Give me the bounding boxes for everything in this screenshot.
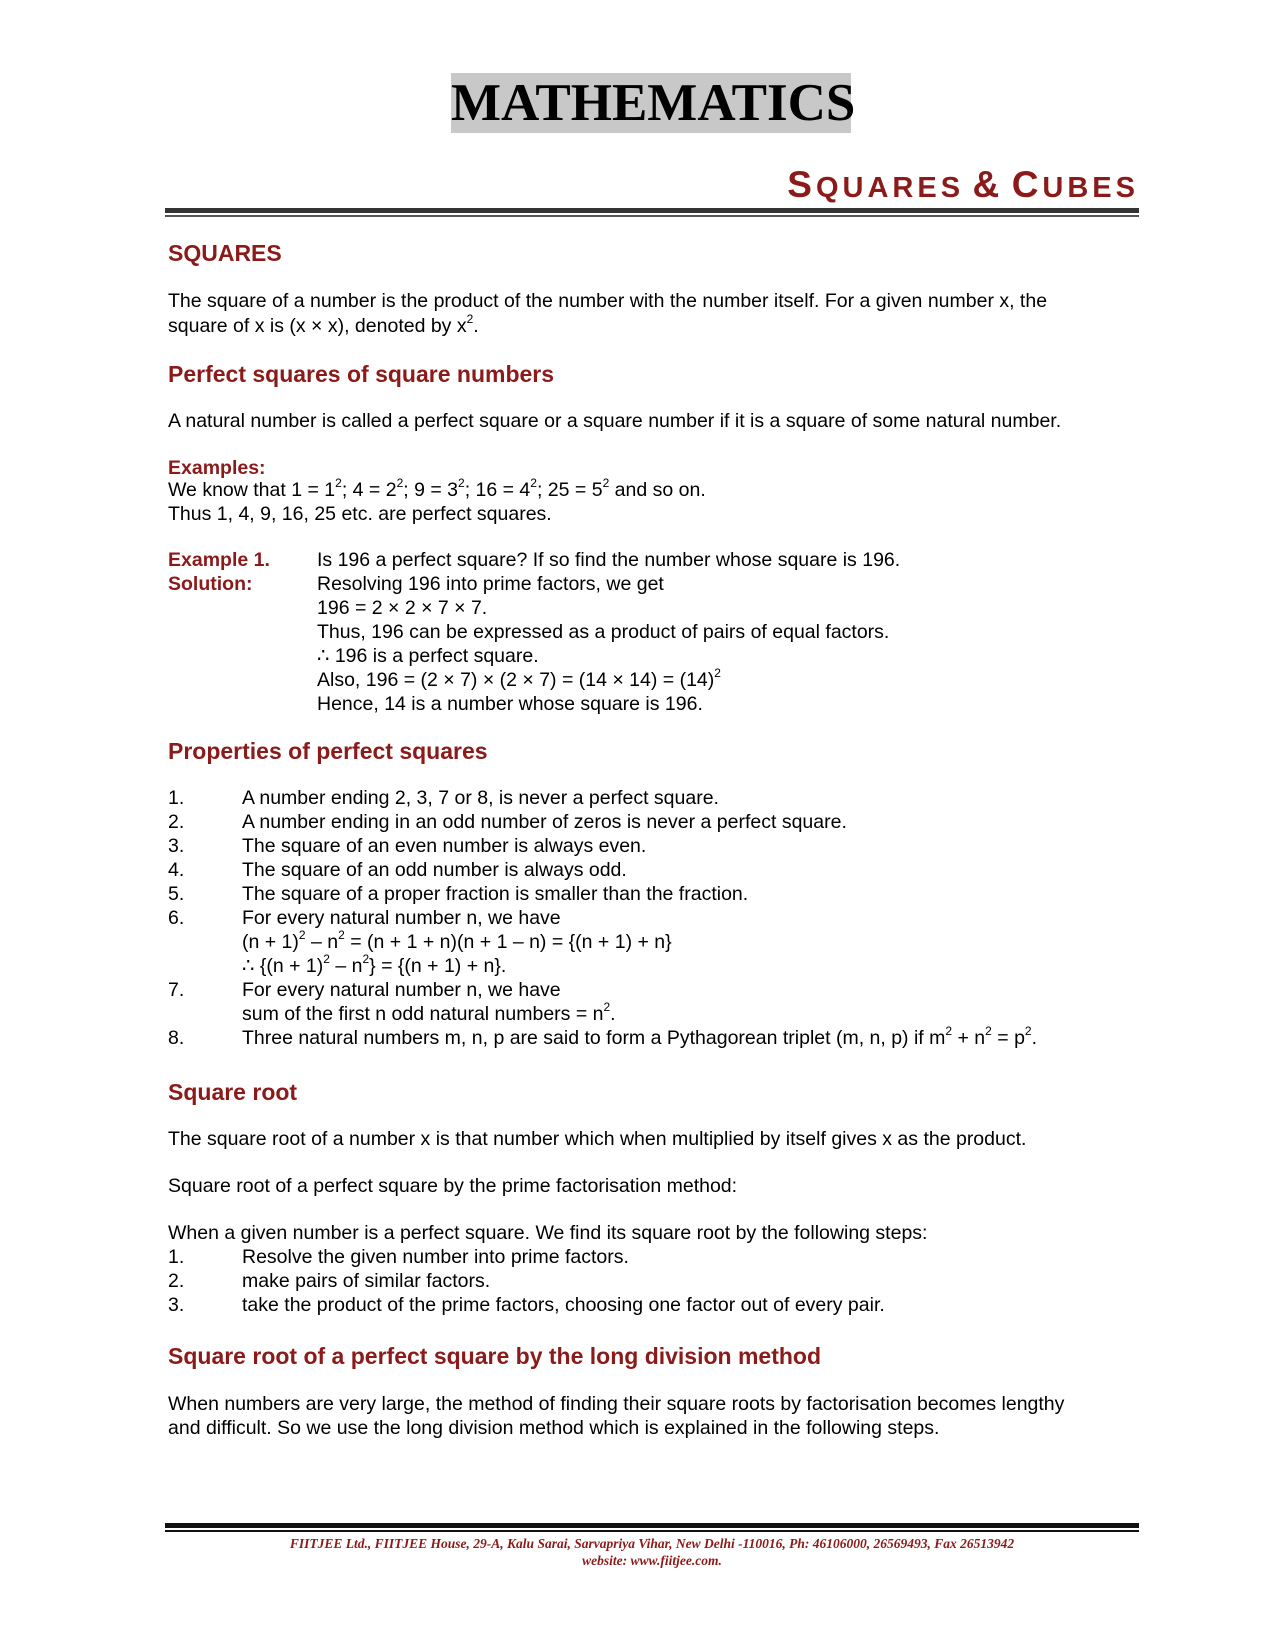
section-heading-properties: Properties of perfect squares [168,738,488,764]
list-item: Three natural numbers m, n, p are said to form a Pythagorean triplet (m, n, p) if $m^2 + n^2 = p^2$. [242,1024,1038,1049]
solution-line: Thus, 196 can be expressed as a product of pairs of equal factors. [317,621,890,643]
list-item-formula: ∴ $\{(n + 1)^2 - n^2\} = \{(n + 1) + n\}$. [242,952,507,977]
chapter-title-quares: QUARES [815,172,965,204]
list-item-formula: sum of the first n odd natural numbers = $n^2$. [242,1000,616,1025]
chapter-title-ubes: UBES [1042,172,1139,204]
header-rule [165,208,1139,213]
solution-line: Also, $196 = (2 \times 7) \times (2 \times 7) = (14 \times 14) = (14)^2$ [317,666,721,691]
list-number: 1. [168,1246,185,1268]
list-item: The square of an odd number is always odd. [242,859,627,881]
paragraph: The square root of a number x is that number which when multiplied by itself gives x as the product. [168,1128,1027,1150]
list-item: For every natural number n, we have [242,979,561,1001]
footer [165,1535,1139,1569]
section-heading-square-root: Square root [168,1079,298,1105]
header-rule-thin [165,215,1139,217]
section-heading-long-division: Square root of a perfect square by the long division method [168,1343,822,1369]
footer-rule [165,1523,1139,1528]
footer-website: website: www.fiitjee.com. [582,1553,722,1568]
list-number: 3. [168,835,185,857]
paragraph: Thus 1, 4, 9, 16, 25 etc. are perfect squares. [168,503,552,525]
solution-line: Resolving 196 into prime factors, we get [317,573,664,595]
chapter-title-c: C [1011,164,1043,205]
solution-line: ∴ 196 is a perfect square. [317,645,539,667]
list-number: 1. [168,787,185,809]
solution-line: Hence, 14 is a number whose square is 196. [317,693,703,715]
footer-address: FIITJEE Ltd., FIITJEE House, 29-A, Kalu Sarai, Sarvapriya Vihar, New Delhi -110016, Ph: 46106000, 26569493, Fax 26513942 [289,1536,1015,1551]
solution-label: Solution: [168,573,253,595]
chapter-title-amp: & [972,164,1004,205]
paragraph: Square root of a perfect square by the prime factorisation method: [168,1175,738,1197]
list-item: The square of a proper fraction is smaller than the fraction. [242,883,749,905]
examples-label: Examples: [168,457,266,479]
paragraph: and difficult. So we use the long division method which is explained in the following steps. [168,1417,940,1439]
list-item-formula: $(n + 1)^2 - n^2 = (n + 1 + n)(n + 1 - n) = \{(n + 1) + n\}$ [242,928,672,953]
examples-line: We know that $1 = 1^2$; $4 = 2^2$; $9 = 3^2$; $16 = 4^2$; $25 = 5^2$ and so on. [168,476,706,501]
list-item: A number ending in an odd number of zeros is never a perfect square. [242,811,847,833]
paragraph: The square of a number is the product of the number with the number itself. For a given number x, the [168,290,1048,312]
list-item: make pairs of similar factors. [242,1270,491,1292]
list-item: For every natural number n, we have [242,907,561,929]
chapter-title-s: S [787,164,816,205]
list-item: The square of an even number is always even. [242,835,647,857]
paragraph: square of x is (x × x), denoted by $x^2$. [168,312,479,337]
section-heading-squares: SQUARES [168,240,282,266]
subject-title: MATHEMATICS [451,74,856,132]
paragraph: A natural number is called a perfect square or a square number if it is a square of some natural number. [168,410,1062,432]
example-text: Is 196 a perfect square? If so find the number whose square is 196. [317,549,901,571]
list-number: 2. [168,1270,185,1292]
section-heading-perfect-squares: Perfect squares of square numbers [168,361,555,387]
chapter-title [787,164,1139,206]
list-number: 2. [168,811,185,833]
list-item: Resolve the given number into prime factors. [242,1246,629,1268]
paragraph: When numbers are very large, the method of finding their square roots by factorisation becomes lengthy [168,1393,1065,1415]
footer-rule-thin [165,1530,1139,1532]
list-number: 7. [168,979,185,1001]
list-item: A number ending 2, 3, 7 or 8, is never a perfect square. [242,787,719,809]
list-number: 3. [168,1294,185,1316]
list-number: 6. [168,907,185,929]
paragraph: When a given number is a perfect square. We find its square root by the following steps: [168,1222,928,1244]
list-number: 8. [168,1027,185,1049]
list-item: take the product of the prime factors, choosing one factor out of every pair. [242,1294,885,1316]
example-label: Example 1. [168,549,270,571]
list-number: 5. [168,883,185,905]
solution-line: 196 = 2 × 2 × 7 × 7. [317,597,488,619]
list-number: 4. [168,859,185,881]
